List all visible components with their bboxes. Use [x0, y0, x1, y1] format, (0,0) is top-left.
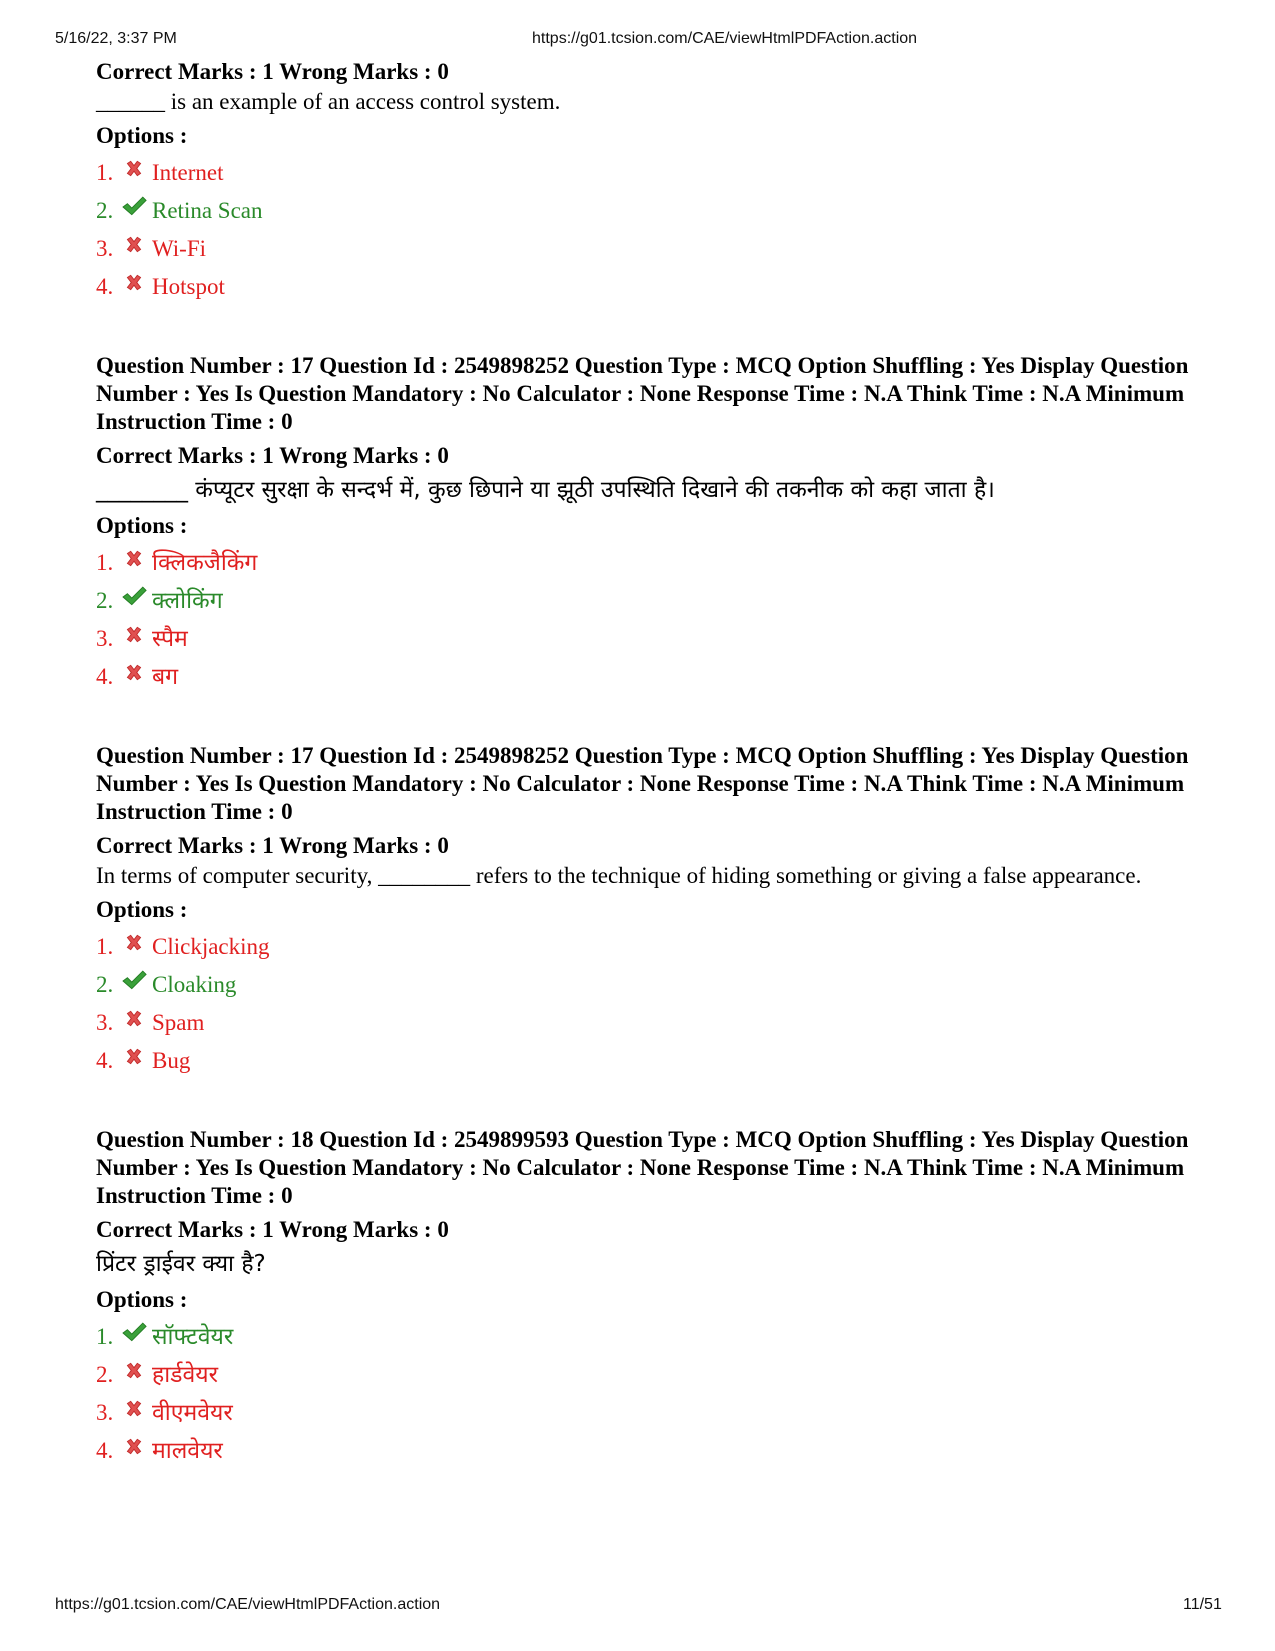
option-item: [96, 1004, 1206, 1042]
question-meta: Question Number : 17 Question Id : 2549898252 Question Type : MCQ Option Shuffling : Yes Display Question Number : Yes Is Question Mandatory : No Calculator : None Response Time : N.A Think Time : N.A Minimum Instruction Time : 0: [96, 353, 1189, 434]
option-number: 3.: [96, 1400, 114, 1425]
cross-icon: [120, 1360, 148, 1382]
option-item: [96, 658, 1206, 696]
options-label: Options :: [96, 897, 188, 922]
option-item: [96, 1318, 1206, 1356]
option-item: [96, 1394, 1206, 1432]
option-item: [96, 230, 1206, 268]
question-marks: Correct Marks : 1 Wrong Marks : 0: [96, 833, 449, 858]
options-list: [96, 928, 1206, 1080]
option-number: 3.: [96, 236, 114, 261]
question-meta: Question Number : 18 Question Id : 2549899593 Question Type : MCQ Option Shuffling : Yes Display Question Number : Yes Is Question Mandatory : No Calculator : None Response Time : N.A Think Time : N.A Minimum Instruction Time : 0: [96, 1127, 1189, 1208]
option-number: 2.: [96, 588, 114, 613]
cross-icon: [120, 272, 148, 294]
option-number: 1.: [96, 550, 114, 575]
question-list: [96, 58, 1206, 1516]
question-text: ________ कंप्यूटर सुरक्षा के सन्दर्भ में, कुछ छिपाने या झूठी उपस्थिति दिखाने की तकनीक को कहा जाता है।: [96, 477, 995, 503]
option-number: 3.: [96, 1010, 114, 1035]
option-number: 1.: [96, 934, 114, 959]
cross-icon: [120, 1008, 148, 1030]
option-number: 2.: [96, 1362, 114, 1387]
cross-icon: [120, 662, 148, 684]
option-number: 1.: [96, 160, 114, 185]
option-item: [96, 268, 1206, 306]
option-item: [96, 544, 1206, 582]
question-text: In terms of computer security, ________ refers to the technique of hiding something or giving a false appearance.: [96, 863, 1142, 888]
cross-icon: [120, 234, 148, 256]
option-item: [96, 582, 1206, 620]
option-text: Cloaking: [152, 972, 237, 997]
option-text: स्पैम: [152, 626, 188, 652]
option-text: Clickjacking: [152, 934, 270, 959]
options-label: Options :: [96, 1287, 188, 1312]
option-number: 2.: [96, 198, 114, 223]
option-item: [96, 966, 1206, 1004]
option-number: 3.: [96, 626, 114, 651]
option-text: Bug: [152, 1048, 191, 1073]
option-text: मालवेयर: [152, 1438, 223, 1464]
option-text: वीएमवेयर: [152, 1400, 233, 1426]
option-item: [96, 1432, 1206, 1470]
question-text: प्रिंटर ड्राईवर क्या है?: [96, 1251, 266, 1277]
option-text: क्लिकजैकिंग: [152, 550, 258, 576]
option-text: सॉफ्टवेयर: [152, 1324, 234, 1350]
cross-icon: [120, 548, 148, 570]
question-block: [96, 742, 1206, 1080]
option-item: [96, 154, 1206, 192]
question-marks: Correct Marks : 1 Wrong Marks : 0: [96, 1217, 449, 1242]
option-number: 4.: [96, 274, 114, 299]
option-text: Spam: [152, 1010, 205, 1035]
option-text: Retina Scan: [152, 198, 263, 223]
question-marks: Correct Marks : 1 Wrong Marks : 0: [96, 443, 449, 468]
options-list: [96, 154, 1206, 306]
cross-icon: [120, 932, 148, 954]
options-list: [96, 544, 1206, 696]
option-item: [96, 928, 1206, 966]
question-meta: Question Number : 17 Question Id : 2549898252 Question Type : MCQ Option Shuffling : Yes Display Question Number : Yes Is Question Mandatory : No Calculator : None Response Time : N.A Think Time : N.A Minimum Instruction Time : 0: [96, 743, 1189, 824]
check-icon: [120, 1322, 148, 1344]
print-header-url: https://g01.tcsion.com/CAE/viewHtmlPDFAction.action: [532, 30, 918, 47]
cross-icon: [120, 1398, 148, 1420]
option-number: 4.: [96, 1438, 114, 1463]
page-number: 11/51: [1183, 1596, 1222, 1613]
question-text: ______ is an example of an access control system.: [96, 89, 561, 114]
option-number: 4.: [96, 1048, 114, 1073]
options-list: [96, 1318, 1206, 1470]
option-text: Hotspot: [152, 274, 225, 299]
check-icon: [120, 586, 148, 608]
options-label: Options :: [96, 123, 188, 148]
option-item: [96, 1356, 1206, 1394]
option-text: हार्डवेयर: [152, 1362, 219, 1388]
option-number: 1.: [96, 1324, 114, 1349]
option-number: 2.: [96, 972, 114, 997]
print-date: 5/16/22, 3:37 PM: [55, 30, 177, 47]
cross-icon: [120, 158, 148, 180]
option-number: 4.: [96, 664, 114, 689]
cross-icon: [120, 1046, 148, 1068]
question-marks: Correct Marks : 1 Wrong Marks : 0: [96, 59, 449, 84]
option-text: Internet: [152, 160, 224, 185]
option-item: [96, 192, 1206, 230]
check-icon: [120, 970, 148, 992]
options-label: Options :: [96, 513, 188, 538]
option-text: बग: [152, 664, 179, 690]
option-item: [96, 620, 1206, 658]
print-footer-url: https://g01.tcsion.com/CAE/viewHtmlPDFAction.action: [55, 1596, 441, 1613]
option-text: क्लोकिंग: [152, 588, 223, 614]
check-icon: [120, 196, 148, 218]
option-text: Wi-Fi: [152, 236, 207, 261]
option-item: [96, 1042, 1206, 1080]
question-block: [96, 58, 1206, 306]
question-block: [96, 352, 1206, 696]
question-block: [96, 1126, 1206, 1470]
cross-icon: [120, 1436, 148, 1458]
cross-icon: [120, 624, 148, 646]
